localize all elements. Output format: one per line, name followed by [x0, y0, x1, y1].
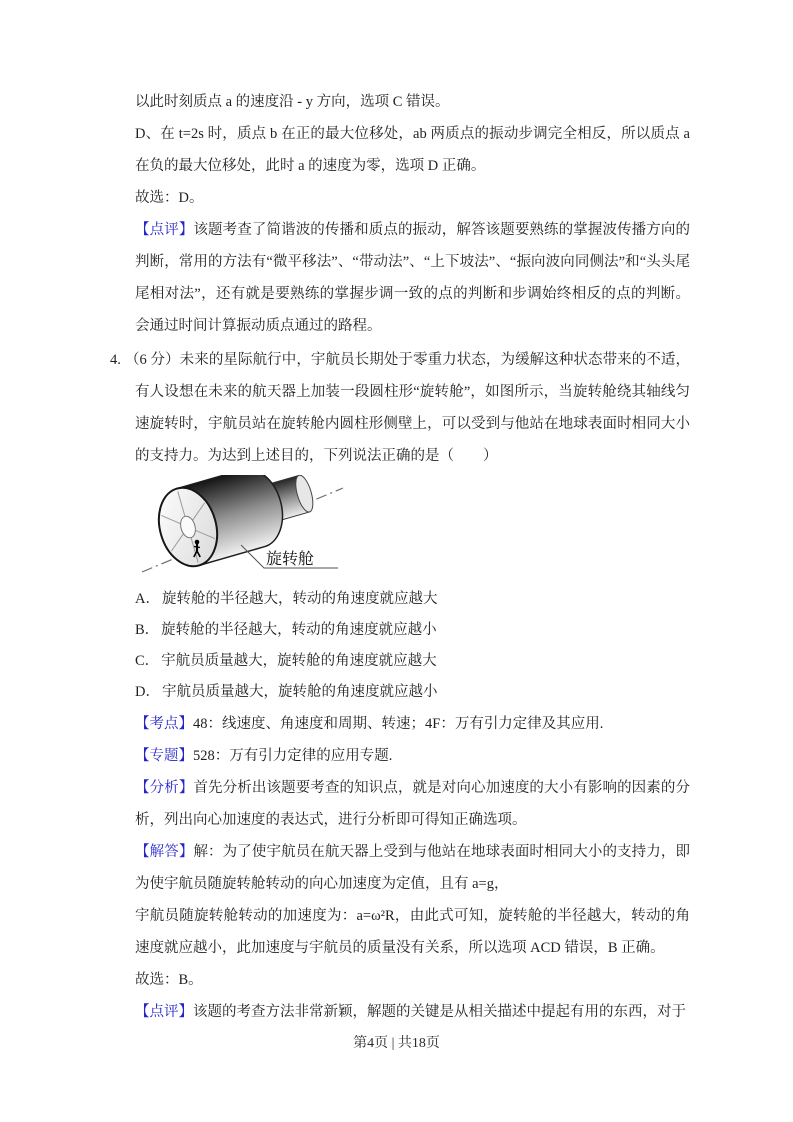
comment-tag: 【点评】 — [135, 222, 194, 238]
option-d-key: D． — [135, 684, 160, 700]
jieda-paragraph-2: 宇航员随旋转舱转动的加速度为：a=ω²R，由此式可知，旋转舱的半径越大，转动的角速度就应越小，此加速度与宇航员的质量没有关系，所以选项 ACD 错误，B 正确。 — [135, 908, 690, 956]
zhuanti-text: 528：万有引力定律的应用专题. — [193, 748, 393, 764]
jieda-tag: 【解答】 — [135, 844, 194, 860]
jieda-paragraph-1 — [110, 836, 690, 900]
fenxi-text: 首先分析出该题要考查的知识点，就是对向心加速度的大小有影响的因素的分析，列出向心加速度的表达式，进行分析即可得知正确选项。 — [135, 780, 691, 828]
kaodian-tag: 【考点】 — [135, 716, 193, 732]
kaodian-text: 48：线速度、角速度和周期、转速；4F：万有引力定律及其应用. — [193, 716, 604, 732]
comment-paragraph-q3 — [110, 214, 690, 342]
option-b-text: 旋转舱的半径越大，转动的角速度就应越小 — [161, 622, 437, 638]
option-b — [110, 615, 690, 646]
answer-line-q4: 故选：B。 — [135, 972, 203, 988]
option-c-key: C． — [135, 653, 160, 669]
rotating-cabin-drawing — [140, 475, 346, 581]
option-c — [110, 646, 690, 677]
zhuanti-tag: 【专题】 — [135, 748, 193, 764]
figure-label: 旋转舱 — [266, 551, 315, 568]
option-d-text: 宇航员质量越大，旋转舱的角速度就应越小 — [161, 684, 438, 700]
solution-line-d: D、在 t=2s 时，质点 b 在正的最大位移处，ab 两质点的振动步调完全相反，所以质点 a 在负的最大位移处，此时 a 的速度为零，选项 D 正确。 — [135, 126, 690, 174]
question-4-block — [110, 344, 690, 1028]
option-b-key: B． — [135, 622, 160, 638]
jieda-text-1: 解：为了使宇航员在航天器上受到与他站在地球表面时相同大小的支持力，即为使宇航员随旋转舱转动的向心加速度为定值，且有 a=g， — [135, 844, 691, 892]
page-content — [110, 86, 690, 1028]
option-a — [110, 584, 690, 615]
option-c-text: 宇航员质量越大，旋转舱的角速度就应越大 — [161, 653, 437, 669]
dianping-tag: 【点评】 — [135, 1004, 193, 1020]
comment-text: 该题考查了简谐波的传播和质点的振动，解答该题要熟练的掌握波传播方向的判断，常用的方法有“微平移法”、“带动法”、“上下坡法”、“振向波向同侧法”和“头头尾尾相对法”，还有就是要熟练的掌握步调一致的点的判断和步调始终相反的点的判断。会通过时间计算振动质点通过的路程。 — [135, 222, 691, 334]
option-d — [110, 677, 690, 708]
dianping-text: 该题的考查方法非常新颖，解题的关键是从相关描述中提起有用的东西，对于 — [193, 1004, 686, 1020]
option-a-key: A． — [135, 591, 160, 607]
dianping-paragraph-q4 — [110, 996, 690, 1028]
zhuanti-paragraph — [110, 740, 690, 772]
answer-line-q3: 故选：D。 — [135, 190, 204, 206]
question-number: 4. — [110, 352, 121, 368]
page-footer: 第4页 | 共18页 — [353, 1036, 440, 1051]
question-stem — [110, 344, 690, 472]
fenxi-tag: 【分析】 — [135, 780, 194, 796]
question-stem-text: （6 分）未来的星际航行中，宇航员长期处于零重力状态，为缓解这种状态带来的不适，有人设想在未来的航天器上加装一段圆柱形“旋转舱”，如图所示，当旋转舱绕其轴线匀速旋转时，宇航员站在旋转舱内圆柱形侧壁上，可以受到与他站在地球表面时相同大小的支持力。为达到上述目的，下列说法正确的是（ ） — [124, 352, 690, 464]
option-a-text: 旋转舱的半径越大，转动的角速度就应越大 — [161, 591, 438, 607]
solution-line-c: 以此时刻质点 a 的速度沿 - y 方向，选项 C 错误。 — [135, 94, 450, 110]
fenxi-paragraph — [110, 772, 690, 836]
rotating-cabin-figure — [140, 475, 690, 581]
kaodian-paragraph — [110, 708, 690, 740]
